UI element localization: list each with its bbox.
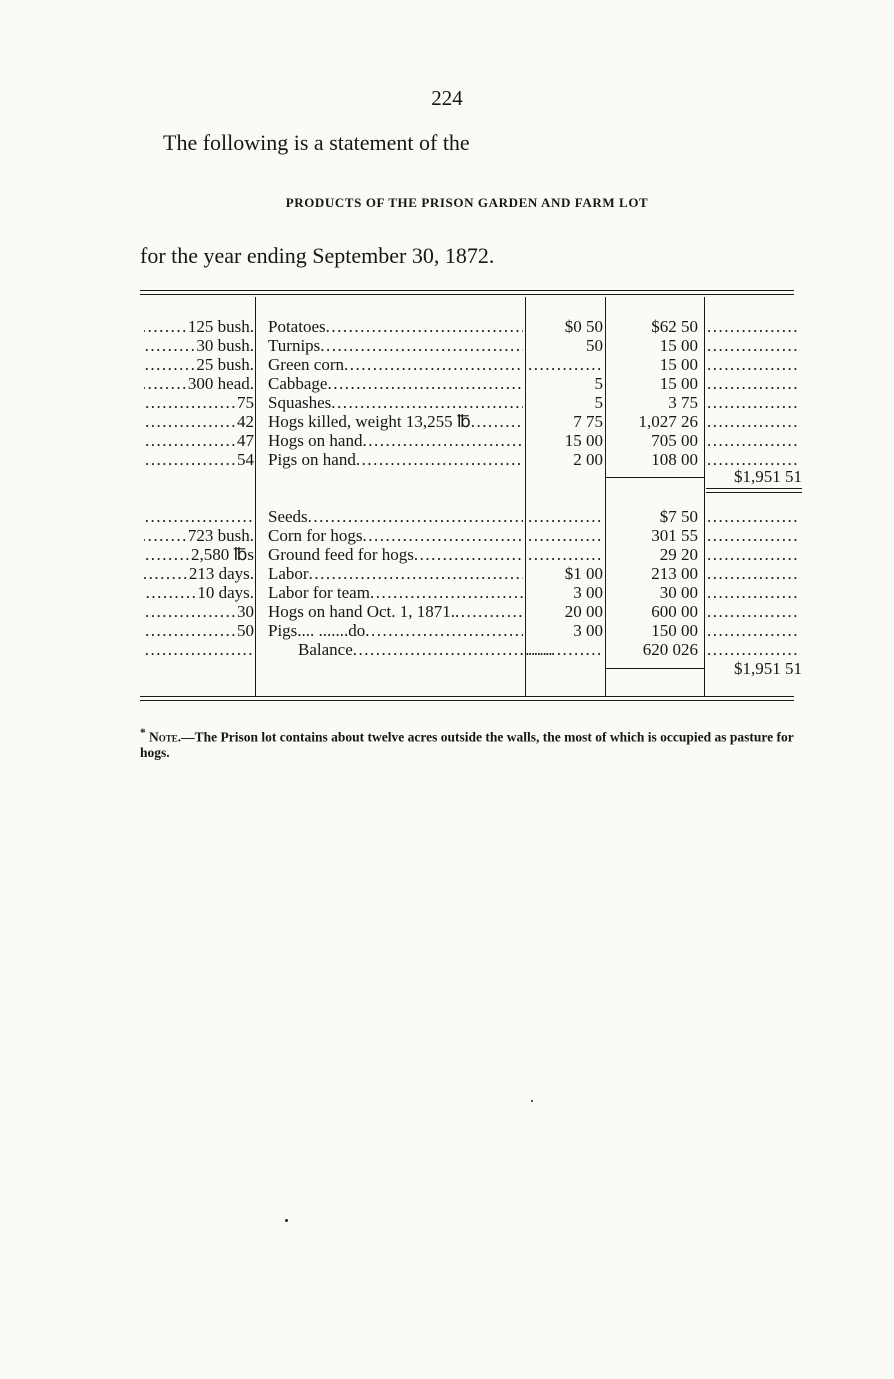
quantity-cell-text: 30 bush. — [196, 336, 254, 355]
amount-cell-text: 15 00 — [659, 336, 698, 355]
total-cell — [707, 355, 800, 374]
rate-cell-text: 2 00 — [573, 450, 603, 469]
item-cell — [268, 640, 553, 659]
rate-cell — [528, 355, 603, 374]
dot-leader — [144, 374, 188, 393]
dot-leader — [144, 336, 196, 355]
dot-leader — [331, 393, 523, 412]
item-cell-text: Seeds — [268, 507, 308, 526]
footnote-text: —The Prison lot contains about twelve acres outside the walls, the most of which is occupied as pasture for hogs. — [140, 729, 794, 760]
quantity-cell — [144, 317, 254, 336]
table-bottom-rule — [140, 696, 794, 697]
amount-cell — [607, 336, 698, 355]
amount-cell-text: 29 20 — [659, 545, 698, 564]
dot-leader — [707, 583, 800, 602]
dot-leader — [707, 393, 800, 412]
dot-leader — [528, 640, 603, 659]
rate-cell — [528, 317, 603, 336]
amount-cell-text: 15 00 — [659, 374, 698, 393]
amount-cell-text: 620 026 — [642, 640, 698, 659]
dot-leader — [344, 355, 523, 374]
dot-leader — [144, 431, 237, 450]
item-cell — [268, 355, 523, 374]
quantity-cell — [144, 450, 254, 469]
item-cell-text: Labor for team — [268, 583, 370, 602]
rate-cell-text: 50 — [586, 336, 603, 355]
item-cell-text: Hogs on hand — [268, 431, 363, 450]
subtotal-rule — [606, 668, 704, 669]
rate-cell — [528, 621, 603, 640]
total-cell — [707, 507, 800, 526]
intro-text: The following is a statement of the — [163, 130, 470, 155]
amount-cell — [607, 355, 698, 374]
table-row — [140, 640, 805, 659]
dot-leader — [707, 412, 800, 431]
dot-leader — [455, 602, 523, 621]
table-row — [140, 526, 805, 545]
footnote — [140, 726, 805, 760]
dot-leader — [414, 545, 523, 564]
dot-leader — [144, 317, 188, 336]
table-row — [140, 355, 805, 374]
item-cell-text: Turnips — [268, 336, 321, 355]
rate-cell-text: 3 00 — [573, 583, 603, 602]
dot-leader — [362, 526, 523, 545]
dot-leader — [707, 317, 800, 336]
quantity-cell — [144, 640, 254, 659]
amount-cell-text: $62 50 — [651, 317, 698, 336]
table-top-rule — [140, 290, 794, 291]
table-row — [140, 450, 805, 469]
rate-cell-text: 5 — [594, 374, 603, 393]
dot-leader — [353, 640, 553, 659]
quantity-cell-text: 723 bush. — [187, 526, 254, 545]
dot-leader — [707, 336, 800, 355]
table-row — [140, 545, 805, 564]
dot-leader — [308, 507, 523, 526]
amount-cell-text: 1,027 26 — [638, 412, 698, 431]
item-cell-text: Balance — [298, 640, 353, 659]
dot-leader — [707, 564, 800, 583]
subtotal-rule — [606, 477, 704, 478]
dot-leader — [471, 412, 523, 431]
total-cell — [707, 640, 800, 659]
print-speck — [531, 1100, 533, 1102]
rate-cell — [528, 412, 603, 431]
amount-cell — [607, 507, 698, 526]
dot-leader — [144, 355, 196, 374]
dot-leader — [707, 431, 800, 450]
item-cell — [268, 545, 523, 564]
total-double-rule-2 — [706, 492, 802, 493]
table-row — [140, 431, 805, 450]
table-row — [140, 317, 805, 336]
item-cell — [268, 412, 523, 431]
section2-total: $1,951 51 — [734, 659, 802, 678]
dot-leader — [144, 583, 197, 602]
total-cell — [707, 545, 800, 564]
rate-cell — [528, 545, 603, 564]
dot-leader — [144, 564, 189, 583]
amount-cell — [607, 374, 698, 393]
section1-total: $1,951 51 — [734, 467, 802, 486]
dot-leader — [528, 526, 603, 545]
item-cell-text: Hogs killed, weight 13,255 ℔ — [268, 412, 471, 431]
page-number: 224 — [431, 86, 463, 110]
dot-leader — [707, 602, 800, 621]
quantity-cell-text: 300 head. — [187, 374, 254, 393]
footnote-marker: * — [140, 727, 146, 739]
dot-leader — [707, 355, 800, 374]
amount-cell — [607, 450, 698, 469]
item-cell — [268, 583, 523, 602]
table-row — [140, 412, 805, 431]
quantity-cell — [144, 545, 254, 564]
amount-cell — [607, 412, 698, 431]
quantity-cell-text: 2,580 ℔s — [190, 545, 254, 564]
quantity-cell-text: 10 days. — [197, 583, 254, 602]
dot-leader — [707, 621, 800, 640]
rate-cell-text: $1 00 — [564, 564, 603, 583]
total-cell — [707, 602, 800, 621]
amount-cell — [607, 545, 698, 564]
rate-cell-text: 15 00 — [564, 431, 603, 450]
quantity-cell — [144, 336, 254, 355]
quantity-cell — [144, 374, 254, 393]
item-cell — [268, 602, 523, 621]
rate-cell — [528, 583, 603, 602]
amount-cell — [607, 583, 698, 602]
amount-cell — [607, 317, 698, 336]
quantity-cell-text: 125 bush. — [187, 317, 254, 336]
table-row — [140, 374, 805, 393]
print-speck — [285, 1219, 288, 1222]
item-cell-text: Corn for hogs — [268, 526, 363, 545]
footnote-label: Note. — [149, 729, 182, 745]
item-cell-text: Pigs on hand — [268, 450, 356, 469]
item-cell-text: Green corn — [268, 355, 344, 374]
quantity-cell — [144, 507, 254, 526]
rate-cell — [528, 602, 603, 621]
item-cell — [268, 317, 523, 336]
rate-cell — [528, 640, 603, 659]
rate-cell-text: 7 75 — [573, 412, 603, 431]
dot-leader — [144, 412, 237, 431]
rate-cell — [528, 450, 603, 469]
item-cell — [268, 374, 523, 393]
table-row — [140, 393, 805, 412]
amount-cell-text: 213 00 — [651, 564, 698, 583]
item-cell-text: Labor — [268, 564, 309, 583]
item-cell-text: Hogs on hand Oct. 1, 1871. — [268, 602, 455, 621]
amount-cell — [607, 621, 698, 640]
amount-cell — [607, 393, 698, 412]
rate-cell — [528, 526, 603, 545]
table-row — [140, 583, 805, 602]
rate-cell — [528, 431, 603, 450]
quantity-cell — [144, 583, 254, 602]
amount-cell — [607, 602, 698, 621]
quantity-cell — [144, 602, 254, 621]
amount-cell-text: $7 50 — [659, 507, 698, 526]
dot-leader — [144, 621, 237, 640]
amount-cell-text: 705 00 — [651, 431, 698, 450]
table-row — [140, 336, 805, 355]
quantity-cell-text: 30 — [237, 602, 254, 621]
item-cell — [268, 450, 523, 469]
amount-cell-text: 3 75 — [668, 393, 698, 412]
quantity-cell-text: 54 — [237, 450, 254, 469]
item-cell — [268, 621, 523, 640]
dot-leader — [707, 640, 800, 659]
table-row — [140, 507, 805, 526]
quantity-cell — [144, 412, 254, 431]
total-cell — [707, 374, 800, 393]
item-cell-text: Cabbage — [268, 374, 328, 393]
dot-leader — [144, 640, 254, 659]
amount-cell-text: 301 55 — [651, 526, 698, 545]
dot-leader — [362, 431, 523, 450]
quantity-cell-text: 50 — [237, 621, 254, 640]
quantity-cell — [144, 526, 254, 545]
rate-cell-text: 20 00 — [564, 602, 603, 621]
section-heading: PRODUCTS OF THE PRISON GARDEN AND FARM LOT — [285, 195, 649, 210]
table-top-rule-2 — [140, 294, 794, 295]
dot-leader — [528, 545, 603, 564]
item-cell — [268, 336, 523, 355]
amount-cell-text: 30 00 — [659, 583, 698, 602]
quantity-cell-text: 42 — [237, 412, 254, 431]
rate-cell-text: $0 50 — [564, 317, 603, 336]
amount-cell-text: 108 00 — [651, 450, 698, 469]
quantity-cell — [144, 431, 254, 450]
item-cell-text: Squashes — [268, 393, 332, 412]
year-line: for the year ending September 30, 1872. — [140, 243, 495, 268]
total-cell — [707, 336, 800, 355]
dot-leader — [144, 507, 254, 526]
total-cell — [707, 583, 800, 602]
dot-leader — [370, 583, 523, 602]
rate-cell-text: 3 00 — [573, 621, 603, 640]
item-cell — [268, 431, 523, 450]
rate-cell — [528, 374, 603, 393]
dot-leader — [365, 621, 523, 640]
dot-leader — [144, 450, 237, 469]
dot-leader — [528, 355, 603, 374]
dot-leader — [326, 317, 523, 336]
dot-leader — [707, 374, 800, 393]
total-cell — [707, 564, 800, 583]
item-cell-text: Pigs.... .......do — [268, 621, 366, 640]
item-cell-text: Ground feed for hogs — [268, 545, 414, 564]
dot-leader — [144, 526, 188, 545]
table-row — [140, 621, 805, 640]
total-cell — [707, 393, 800, 412]
quantity-cell-text: 47 — [237, 431, 254, 450]
item-cell — [268, 507, 523, 526]
amount-cell-text: 150 00 — [651, 621, 698, 640]
dot-leader — [144, 393, 237, 412]
rate-cell-text: 5 — [594, 393, 603, 412]
quantity-cell-text: 25 bush. — [196, 355, 254, 374]
quantity-cell — [144, 621, 254, 640]
total-cell — [707, 526, 800, 545]
dot-leader — [707, 545, 800, 564]
table-row — [140, 564, 805, 583]
amount-cell — [607, 526, 698, 545]
total-cell — [707, 412, 800, 431]
dot-leader — [356, 450, 523, 469]
rate-cell — [528, 393, 603, 412]
quantity-cell — [144, 355, 254, 374]
quantity-cell-text: 75 — [237, 393, 254, 412]
dot-leader — [144, 545, 191, 564]
item-cell — [268, 393, 523, 412]
dot-leader — [320, 336, 523, 355]
quantity-cell-text: 213 days. — [188, 564, 254, 583]
amount-cell — [607, 640, 698, 659]
quantity-cell — [144, 564, 254, 583]
total-cell — [707, 431, 800, 450]
rate-cell — [528, 336, 603, 355]
dot-leader — [707, 507, 800, 526]
item-cell-text: Potatoes — [268, 317, 326, 336]
rate-cell — [528, 507, 603, 526]
dot-leader — [528, 507, 603, 526]
amount-cell-text: 600 00 — [651, 602, 698, 621]
rate-cell — [528, 564, 603, 583]
item-cell — [268, 564, 523, 583]
table-bottom-rule-2 — [140, 700, 794, 701]
amount-cell — [607, 564, 698, 583]
quantity-cell — [144, 393, 254, 412]
dot-leader — [707, 526, 800, 545]
dot-leader — [144, 602, 237, 621]
dot-leader — [309, 564, 523, 583]
item-cell — [268, 526, 523, 545]
amount-cell — [607, 431, 698, 450]
total-double-rule — [706, 488, 802, 489]
total-cell — [707, 317, 800, 336]
total-cell — [707, 621, 800, 640]
dot-leader — [327, 374, 523, 393]
amount-cell-text: 15 00 — [659, 355, 698, 374]
table-row — [140, 602, 805, 621]
